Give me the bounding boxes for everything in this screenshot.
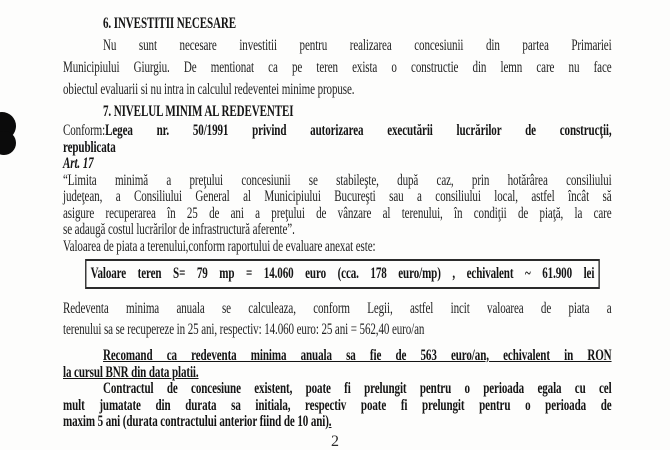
law-reference: Legea nr. 50/1991 privind autorizarea executării lucrărilor de construcţii, [105,122,612,139]
document-body [63,13,612,431]
section-6-heading: 6. INVESTITII NECESARE [103,15,237,32]
quote-line: se adaugă costul lucrărilor de infrastructură aferente”. [63,221,295,238]
contract-extension-line: mult jumatate din durata sa initiala, respectiv poate fi prelungit pentru o perioada de [63,396,612,414]
conform-label: Conform: [63,122,106,139]
contract-extension-line [63,414,612,431]
paragraph-line: obiectul evaluarii si nu intra in calculul redeventei minime propuse. [63,81,355,98]
quote-line: “Limita minimă a preţului concesiunii se stabileşte, după caz, prin hotărârea consiliului [63,171,612,189]
market-value-intro: Valoarea de piata a terenului,conform raportului de evaluare anexat este: [63,237,376,255]
page-number: 2 [331,433,339,450]
quote-line: asigure recuperarea în 25 de ani a preţului de vânzare al terenului, în condiţii de piaţă, la care [63,204,612,222]
law-reference-continued: republicata [63,138,116,156]
contract-extension-line: Contractul de concesiune existent, poate fi prelungit pentru o perioada egala cu cel [103,380,612,397]
recommendation-text: Recomand ca redeventa minima anuala sa fie de 563 euro/an, echivalent in RON [103,347,612,364]
contract-final-punct: . [328,413,332,430]
quote-line: judeţean, a Consiliului General al Municipiului Bucureşti sau a consiliului local, astfel încât să [63,188,612,205]
recommendation-line [63,365,612,382]
recommendation-line [63,348,612,365]
section-7-heading: 7. NIVELUL MINIM AL REDEVENTEI [103,103,294,120]
paragraph-line: Nu sunt necesare investitii pentru realizarea concesiunii din partea Primariei [103,37,612,54]
article-reference: Art. 17 [63,155,94,172]
ink-blob-artifact [0,110,22,158]
recommendation-text-continued: la cursul BNR din data platii. [63,363,199,381]
royalty-calc-line: terenului sa se recupereze in 25 ani, respectiv: 14.060 euro: 25 ani = 562,40 euro/an [63,321,425,338]
land-value-box: Valoare teren S= 79 mp = 14.060 euro (cca. 178 euro/mp) , echivalent ~ 61.900 lei [85,259,600,289]
royalty-calc-line: Redeventa minima anuala se calculeaza, conform Legii, astfel incit valoarea de piata a [63,300,612,317]
conform-line [63,123,612,140]
contract-extension-text: maxim 5 ani (durata contractului anterior fiind de 10 ani) [63,413,329,430]
paragraph-line: Municipiului Giurgiu. De mentionat ca pe teren exista o constructie din lemn care nu face [63,59,612,76]
